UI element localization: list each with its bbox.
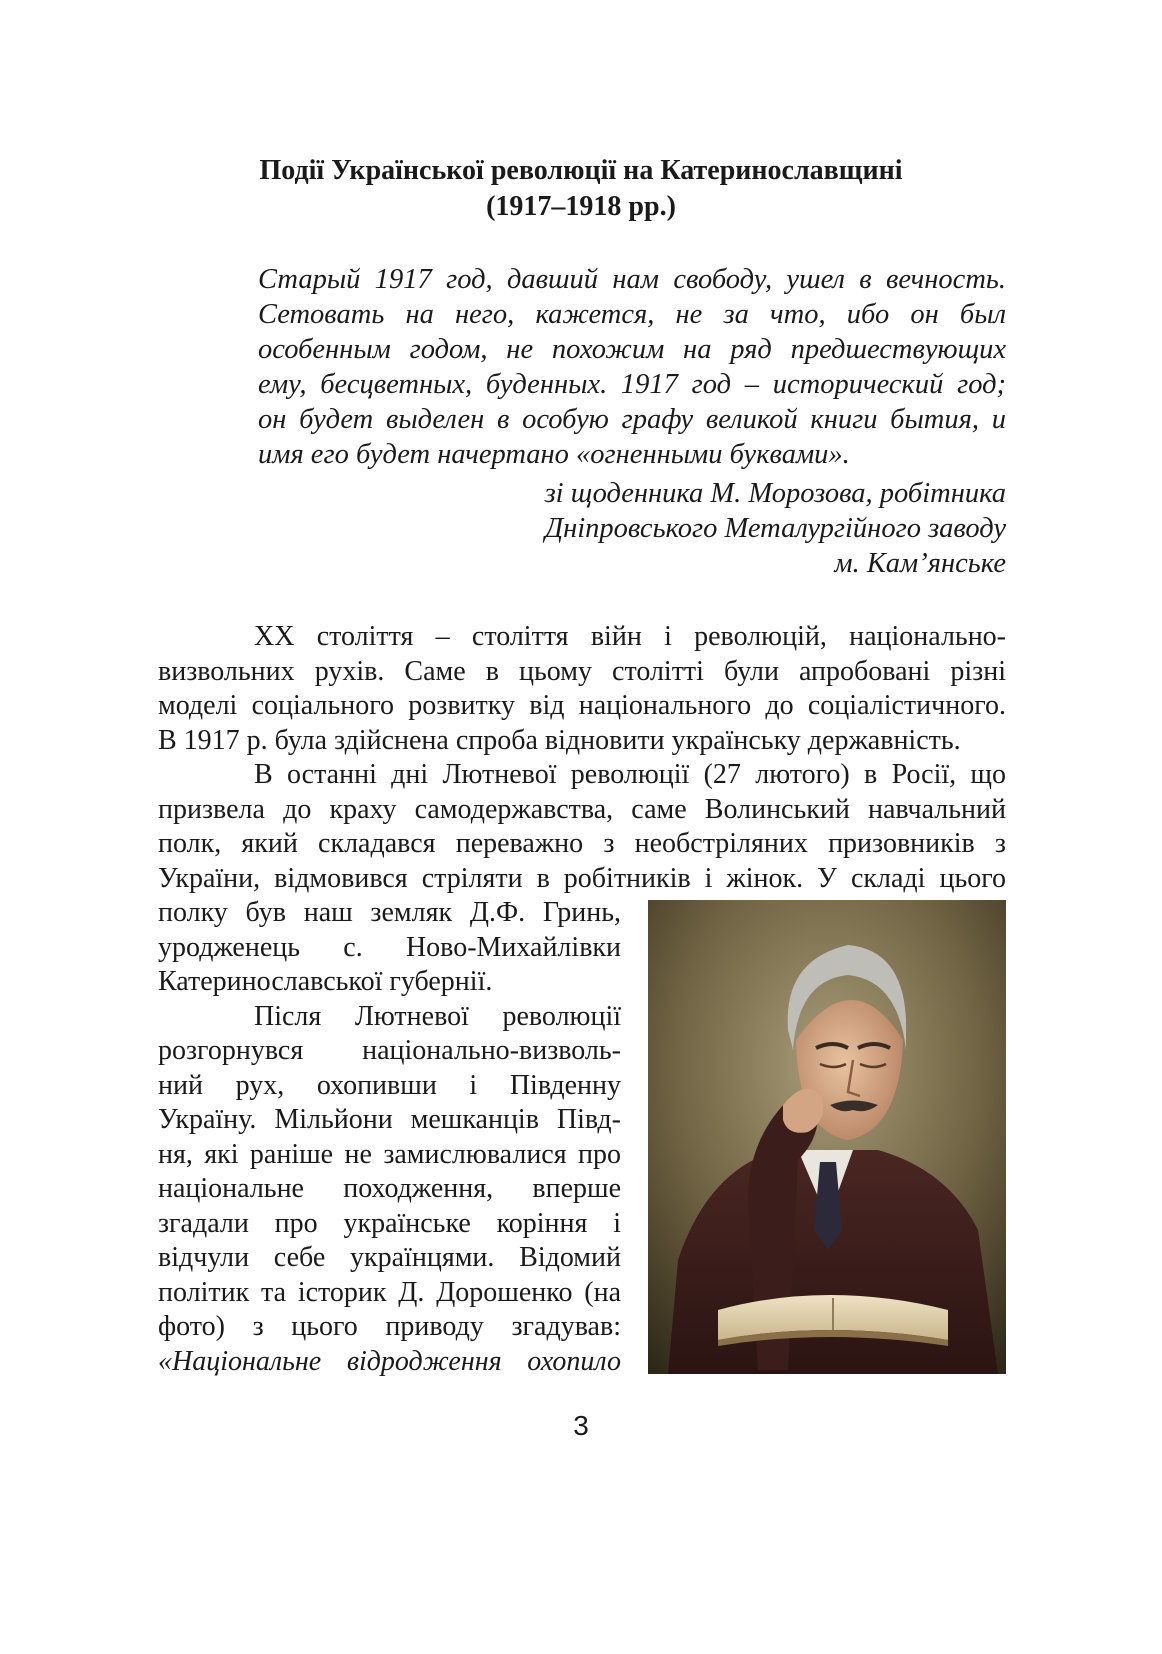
page-title — [150, 153, 1012, 225]
portrait-image — [648, 900, 1006, 1374]
paragraph-line: «Національне відродження охопило — [158, 1345, 621, 1377]
paragraph-line: Україну. Мільйони мешканців Півд- — [158, 1104, 621, 1135]
epigraph-line: особенным годом, не похожим на ряд предшествующих — [258, 334, 1006, 365]
paragraph-line: України, відмовився стріляти в робітників і жінок. У складі цього — [158, 862, 1006, 894]
paragraph-line: Після Лютневої революції — [254, 1000, 621, 1032]
paragraph-line: національне походження, вперше — [158, 1173, 621, 1204]
paragraph-line: розгорнувся національно-визволь- — [158, 1035, 621, 1066]
paragraph-line: фото) з цього приводу згадував: — [158, 1311, 621, 1342]
paragraph-line: ня, які раніше не замислювалися про — [158, 1138, 621, 1170]
paragraph-line: Катеринославської губернії. — [158, 966, 493, 997]
title-line: Події Української революції на Катеринославщині — [259, 155, 903, 186]
epigraph-source — [258, 476, 1006, 581]
paragraph-line: відчули себе українцями. Відомий — [158, 1242, 621, 1273]
paragraph-line: полку був наш земляк Д.Ф. Гринь, — [158, 897, 621, 928]
source-line: м. Кам’янське — [834, 548, 1006, 579]
epigraph-line: он будет выделен в особую графу великой книги бытия, и — [258, 404, 1006, 435]
paragraph-line: призвела до краху самодержавства, саме Волинський навчальний — [158, 793, 1006, 825]
epigraph-line: имя его будет начертано «огненными буквами». — [258, 439, 850, 470]
wrapped-text-column — [158, 896, 621, 1379]
title-line: (1917–1918 рр.) — [486, 191, 676, 222]
source-line: зі щоденника М. Морозова, робітника — [544, 478, 1006, 509]
paragraph-line: В останні дні Лютневої революції (27 лютого) в Росії, що — [254, 759, 1006, 790]
paragraph-line: уродженець с. Ново-Михайлівки — [158, 931, 621, 963]
body-text — [158, 620, 1006, 896]
paragraph-line: XX століття – століття війн і революцій, національно- — [254, 621, 1006, 652]
paragraph-line: політик та історик Д. Дорошенко (на — [158, 1276, 621, 1308]
epigraph-line: Старый 1917 год, давший нам свободу, ушел в вечность. — [258, 264, 1006, 295]
portrait-illustration — [648, 900, 1006, 1374]
paragraph-line: ний рух, охопивши і Південну — [158, 1069, 621, 1101]
source-line: Дніпровського Металургійного заводу — [544, 513, 1006, 544]
page-number: 3 — [573, 1410, 589, 1441]
epigraph-line: ему, бесцветных, буденных. 1917 год – исторический год; — [258, 369, 1006, 400]
paragraph-line: В 1917 р. була здійснена спроба відновити українську державність. — [158, 724, 961, 756]
epigraph-line: Сетовать на него, кажется, не за что, ибо он был — [258, 299, 1006, 330]
paragraph-line: моделі соціального розвитку від національного до соціалістичного. — [158, 690, 1006, 721]
paragraph-line: визвольних рухів. Саме в цьому столітті були апробовані різні — [158, 655, 1006, 687]
paragraph-line: згадали про українське коріння і — [158, 1207, 621, 1239]
epigraph-quote — [258, 262, 1006, 472]
paragraph-line: полк, який складався переважно з необстріляних призовників з — [158, 828, 1006, 859]
